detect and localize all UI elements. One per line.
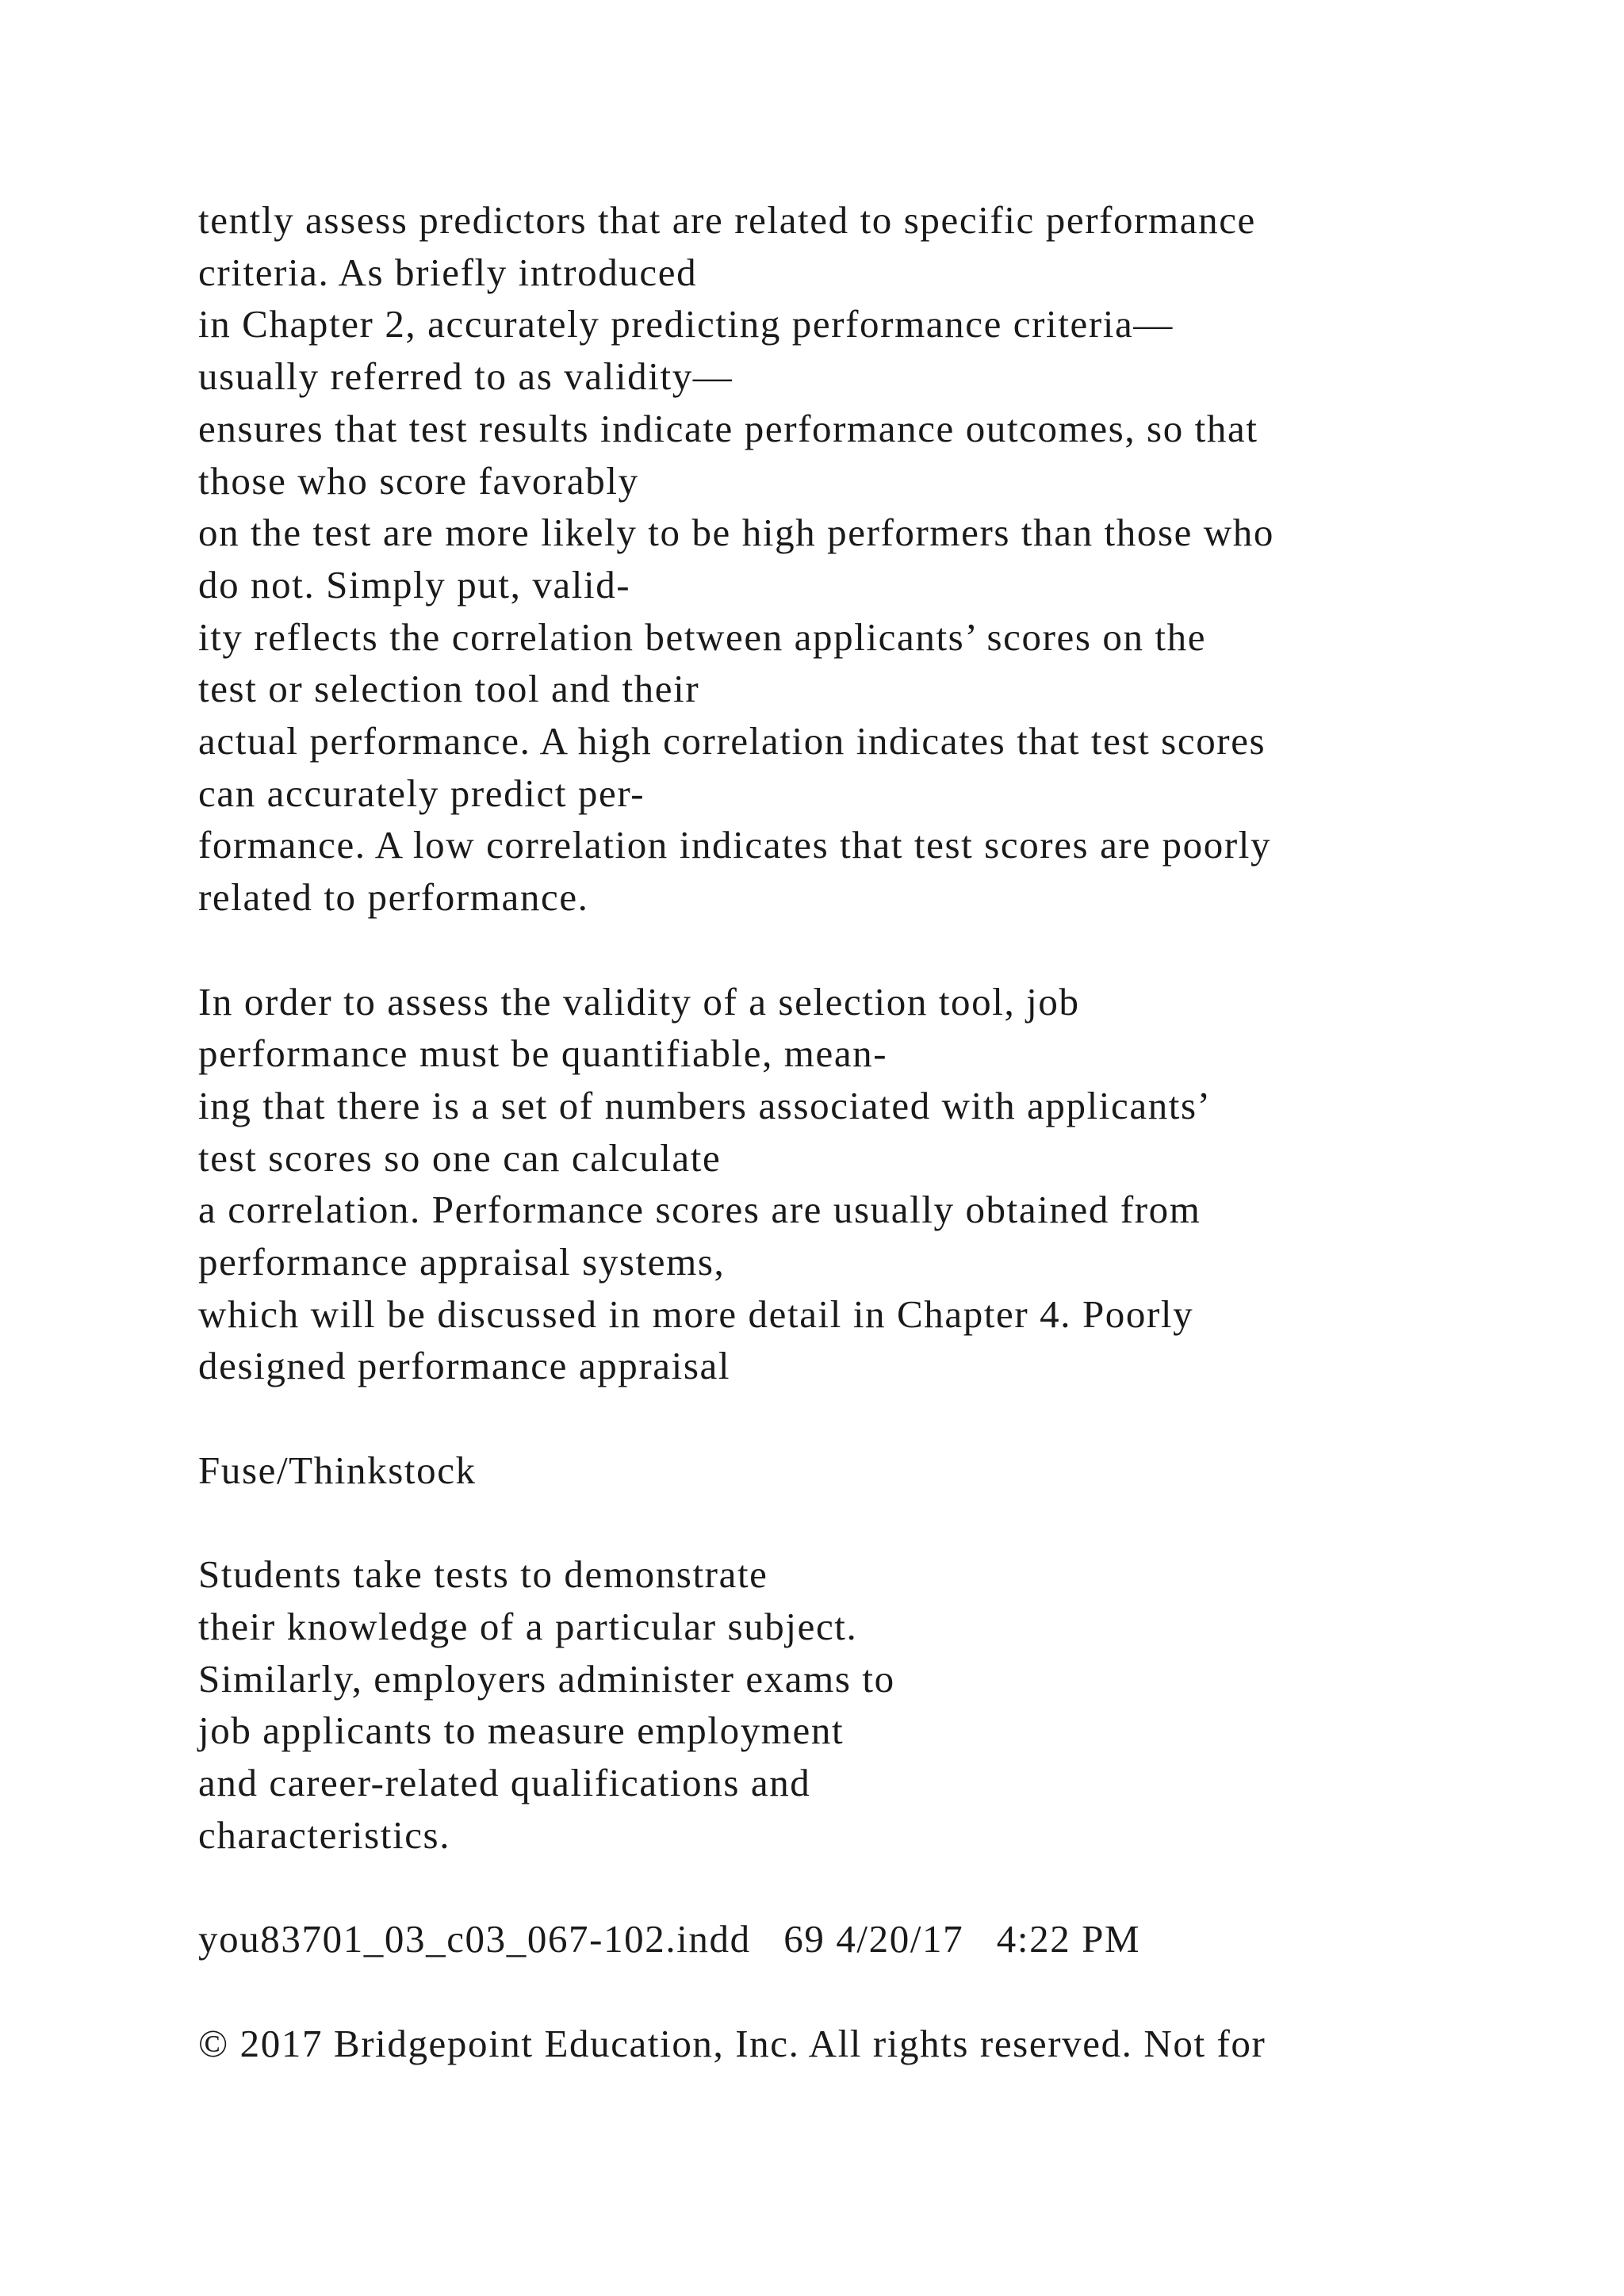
text-line: tently assess predictors that are related to specific performance [198, 198, 1256, 242]
image-caption [198, 1548, 1546, 1861]
text-line: related to performance. [198, 875, 589, 920]
text-line: characteristics. [198, 1812, 451, 1857]
text-line: usually referred to as validity— [198, 354, 733, 399]
text-line: their knowledge of a particular subject. [198, 1604, 858, 1648]
text-line: designed performance appraisal [198, 1344, 731, 1388]
text-line: on the test are more likely to be high performers than those who [198, 511, 1274, 555]
file-slug [198, 1913, 1546, 1965]
text-line: Fuse/Thinkstock [198, 1448, 477, 1492]
text-line: formance. A low correlation indicates that test scores are poorly [198, 823, 1272, 867]
text-line: job applicants to measure employment [198, 1709, 845, 1753]
text-line: actual performance. A high correlation indicates that test scores [198, 719, 1266, 763]
text-line: © 2017 Bridgepoint Education, Inc. All rights reserved. Not for [198, 2021, 1266, 2065]
text-line: In order to assess the validity of a selection tool, job [198, 979, 1080, 1024]
text-line: you83701_03_c03_067-102.indd 69 4/20/17 4:22 PM [198, 1917, 1141, 1961]
text-line: those who score favorably [198, 458, 639, 503]
body-paragraph-validity [198, 194, 1546, 924]
text-line: test or selection tool and their [198, 667, 700, 711]
text-line: Similarly, employers administer exams to [198, 1656, 895, 1701]
image-credit [198, 1445, 1546, 1497]
text-line: performance appraisal systems, [198, 1240, 726, 1284]
copyright-notice [198, 2018, 1546, 2070]
text-line: which will be discussed in more detail in Chapter 4. Poorly [198, 1292, 1194, 1336]
text-line: Students take tests to demonstrate [198, 1552, 768, 1597]
text-line: criteria. As briefly introduced [198, 250, 698, 294]
text-line: a correlation. Performance scores are usually obtained from [198, 1188, 1201, 1232]
text-line: ensures that test results indicate performance outcomes, so that [198, 406, 1258, 450]
text-line: and career-related qualifications and [198, 1761, 811, 1805]
text-line: performance must be quantifiable, mean- [198, 1031, 888, 1076]
text-line: do not. Simply put, valid- [198, 562, 631, 607]
text-line: in Chapter 2, accurately predicting performance criteria— [198, 302, 1174, 346]
text-line: ity reflects the correlation between applicants’ scores on the [198, 614, 1207, 659]
body-paragraph-quantifiable [198, 976, 1546, 1393]
document-page [198, 194, 1546, 2122]
text-line: can accurately predict per- [198, 771, 645, 815]
text-line: test scores so one can calculate [198, 1135, 722, 1180]
text-line: ing that there is a set of numbers associated with applicants’ [198, 1083, 1212, 1127]
